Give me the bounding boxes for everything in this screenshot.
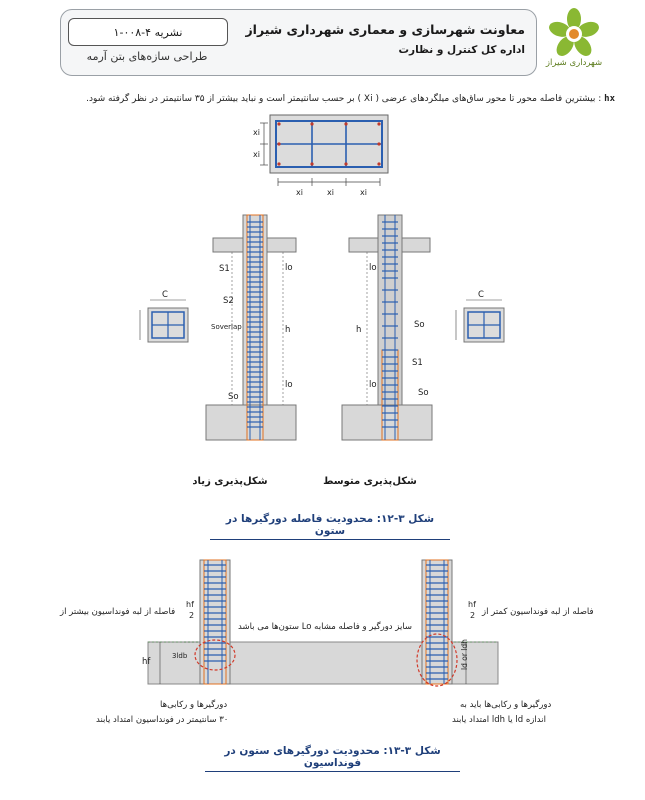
- right-lo-bot-label: lo: [369, 380, 377, 390]
- ld-label: ld or ldh: [460, 639, 469, 670]
- left-lo-top-label: lo: [285, 263, 293, 273]
- small-section-left: [140, 300, 188, 342]
- middle-note: سایز دورگیر و فاصله مشابه Lo ستون‌ها می باشد: [238, 622, 413, 632]
- shiraz-flower-logo-icon: [540, 6, 608, 86]
- section-dim-y1: xi: [253, 128, 260, 137]
- hf-label: hf: [142, 657, 151, 667]
- right-section-c-label: C: [478, 290, 484, 300]
- left-bottom-line2: ۳۰ سانتیمتر در فونداسیون امتداد یابند: [96, 715, 229, 725]
- ldb-label: 3ldb: [172, 652, 188, 660]
- note-text: : بیشترین فاصله محور تا محور ساق‌های میلگردهای عرضی ( Xi ) بر حسب سانتیمتر است و نباید بیشتر از ۳۵ سانتیمتر در نظر گرفته شود.: [86, 94, 602, 104]
- note-prefix: hx: [604, 94, 615, 104]
- left-h-label: h: [285, 325, 291, 335]
- left-frac-den: 2: [189, 611, 195, 620]
- hx-note: [45, 94, 615, 104]
- logo-caption: شهرداری شیراز: [545, 58, 603, 68]
- left-top-label: فاصله از لبه فونداسیون بیشتر از: [60, 607, 176, 617]
- right-frac-num: hf: [468, 600, 476, 609]
- right-top-label: فاصله از لبه فونداسیون کمتر از: [482, 607, 594, 617]
- figure-3-13-drawing: [0, 555, 645, 740]
- figure-3-12-caption: شکل ۳-۱۲: محدودیت فاصله دورگیرها در ستون: [210, 513, 450, 540]
- right-so2-label: So: [418, 388, 429, 398]
- right-h-label: h: [356, 325, 362, 335]
- left-s1-label: S1: [219, 264, 230, 274]
- org-subtitle: اداره کل کنترل و نظارت: [398, 44, 525, 56]
- left-section-c-label: C: [162, 290, 168, 300]
- small-section-right: [456, 300, 504, 342]
- right-bottom-line1: دورگیرها و رکابی‌ها باید به: [460, 700, 552, 710]
- section-dim-x1: xi: [296, 188, 303, 197]
- left-so-label: So: [228, 392, 239, 402]
- org-title: معاونت شهرسازی و معماری شهرداری شیراز: [245, 22, 525, 37]
- right-bottom-line2: اندازه ld یا ldh امتداد یابند: [452, 715, 546, 725]
- column-cross-section: [260, 115, 388, 186]
- figure-3-13-caption: شکل ۳-۱۳: محدودیت دورگیرهای ستون در فونداسیون: [205, 745, 460, 772]
- left-lo-bot-label: lo: [285, 380, 293, 390]
- caption-high-ductility: شکل‌پذیری زیاد: [192, 476, 268, 487]
- left-frac-num: hf: [186, 600, 194, 609]
- right-frac-den: 2: [470, 611, 476, 620]
- subject-title: طراحی سازه‌های بتن آرمه: [86, 50, 208, 63]
- caption-moderate-ductility: شکل‌پذیری متوسط: [323, 476, 417, 487]
- left-soverlap-label: Soverlap: [211, 323, 242, 331]
- right-so-label: So: [414, 320, 425, 330]
- section-dim-y2: xi: [253, 150, 260, 159]
- publication-number: نشریه ۴-۰۰۸-۱: [68, 18, 228, 46]
- section-dim-x2: xi: [327, 188, 334, 197]
- right-s1-label: S1: [412, 358, 423, 368]
- section-dim-x3: xi: [360, 188, 367, 197]
- figure-3-12-drawing: [0, 110, 645, 510]
- left-bottom-line1: دورگیرها و رکابی‌ها: [160, 700, 228, 710]
- right-lo-top-label: lo: [369, 263, 377, 273]
- left-s2-label: S2: [223, 296, 234, 306]
